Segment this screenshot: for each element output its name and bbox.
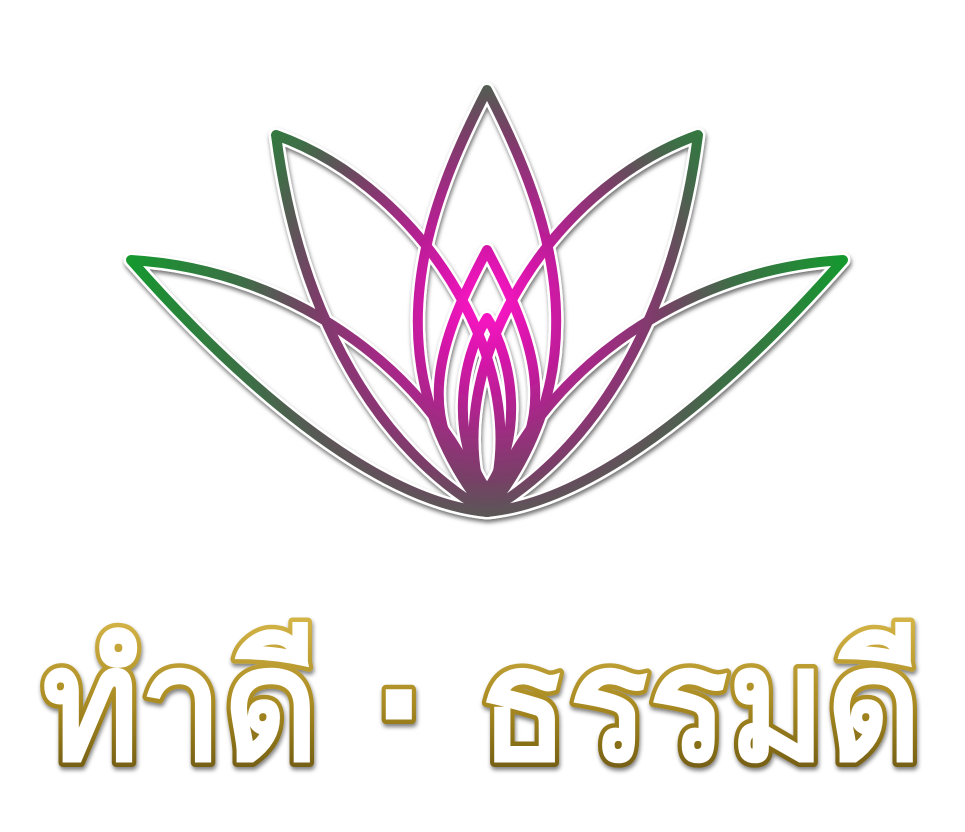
title-text: ทำดี · ธรรมดี — [42, 611, 922, 798]
title-wordmark — [0, 575, 965, 805]
